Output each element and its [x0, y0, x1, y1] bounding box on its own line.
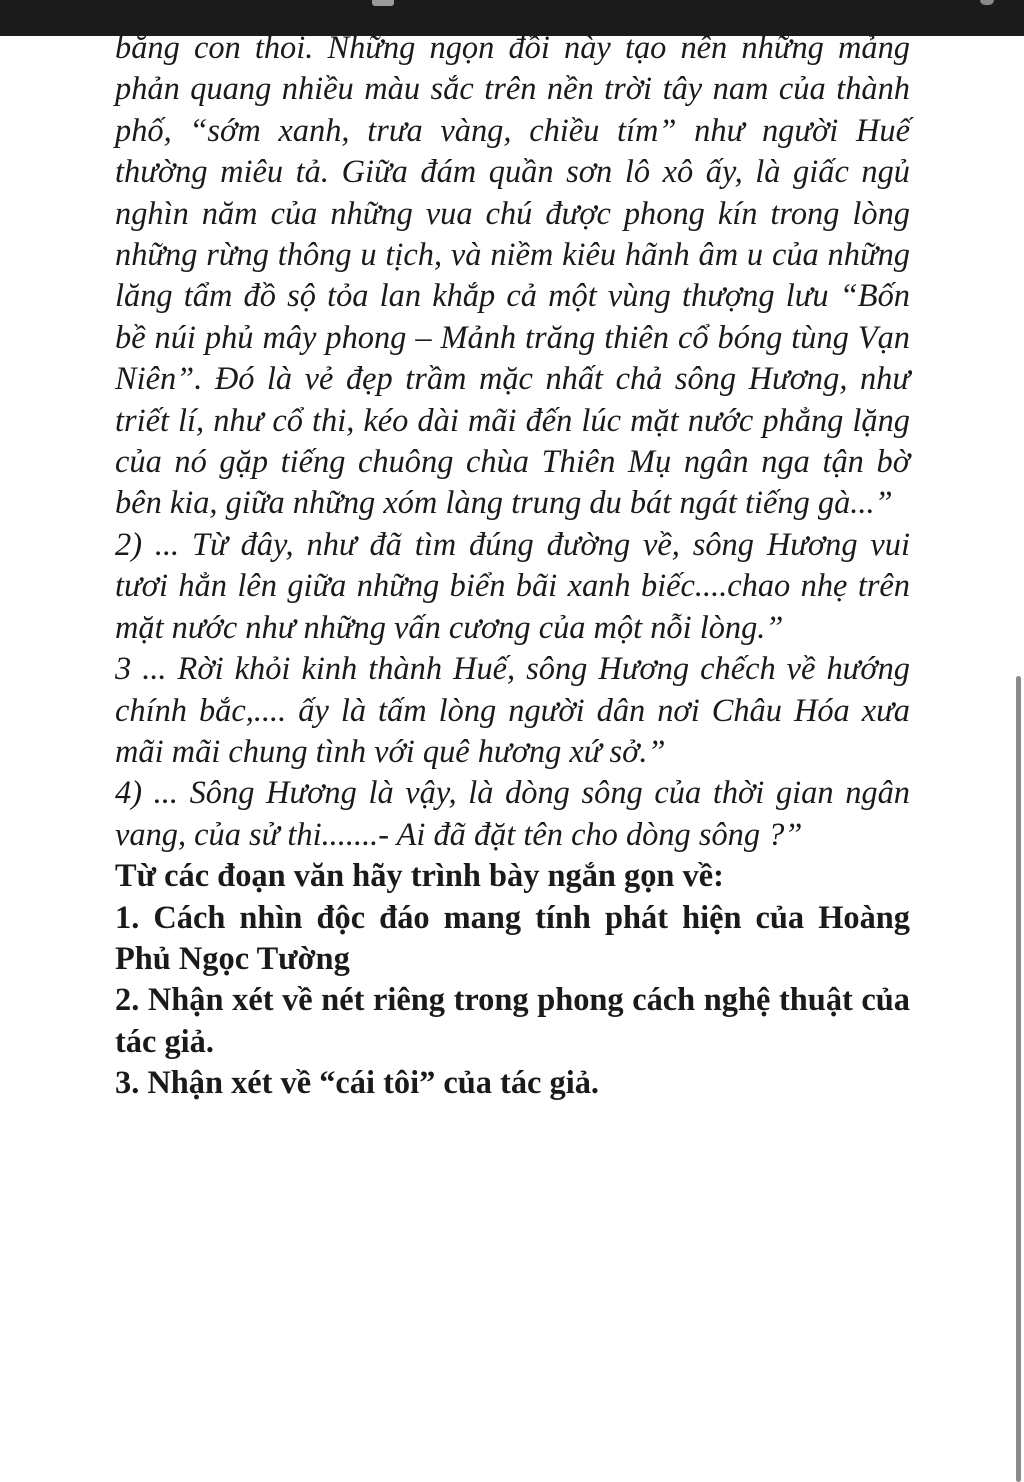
document-text — [115, 28, 910, 1105]
question-prompt: Từ các đoạn văn hãy trình bày ngắn gọn về: — [115, 858, 724, 895]
question-item-3: 3. Nhận xét về “cái tôi” của tác giả. — [115, 1065, 599, 1102]
paragraph-excerpt-4: 4) ... Sông Hương là vậy, là dòng sông của thời gian ngân vang, của sử thi.......- Ai đã đặt tên cho dòng sông ?” — [115, 775, 910, 853]
paragraph-excerpt-2: 2) ... Từ đây, như đã tìm đúng đường về, sông Hương vui tươi hẳn lên giữa những biển bãi xanh biếc....chao nhẹ trên mặt nước như những vấn cương của một nỗi lòng.” — [115, 526, 910, 646]
scrollbar[interactable] — [1016, 676, 1021, 1482]
status-indicator-icon — [372, 0, 394, 6]
question-item-2: 2. Nhận xét về nét riêng trong phong cách nghệ thuật của tác giả. — [115, 982, 910, 1060]
paragraph-excerpt-1: băng con thoi. Những ngọn đồi này tạo nên những mảng phản quang nhiều màu sắc trên nền trời tây nam của thành phố, “sớm xanh, trưa vàng, chiều tím” như người Huế thường miêu tả. Giữa đám quần sơn lô xô ấy, là giấc ngủ nghìn năm của những vua chú được phong kín trong lòng những rừng thông u tịch, và niềm kiêu hãnh âm u của những lăng tẩm đồ sộ tỏa lan khắp cả một vùng thượng lưu “Bốn bề núi phủ mây phong – Mảnh trăng thiên cổ bóng tùng Vạn Niên”. Đó là vẻ đẹp trầm mặc nhất chả sông Hương, như triết lí, như cổ thi, kéo dài mãi đến lúc mặt nước phẳng lặng của nó gặp tiếng chuông chùa Thiên Mụ ngân nga tận bờ bên kia, giữa những xóm làng trung du bát ngát tiếng gà...” — [115, 30, 910, 522]
paragraph-excerpt-3: 3 ... Rời khỏi kinh thành Huế, sông Hương chếch về hướng chính bắc,.... ấy là tấm lòng người dân nơi Châu Hóa xưa mãi mãi chung tình với quê hương xứ sở.” — [115, 651, 910, 770]
menu-indicator-icon — [980, 0, 994, 5]
question-item-1: 1. Cách nhìn độc đáo mang tính phát hiện của Hoàng Phủ Ngọc Tường — [115, 899, 910, 977]
